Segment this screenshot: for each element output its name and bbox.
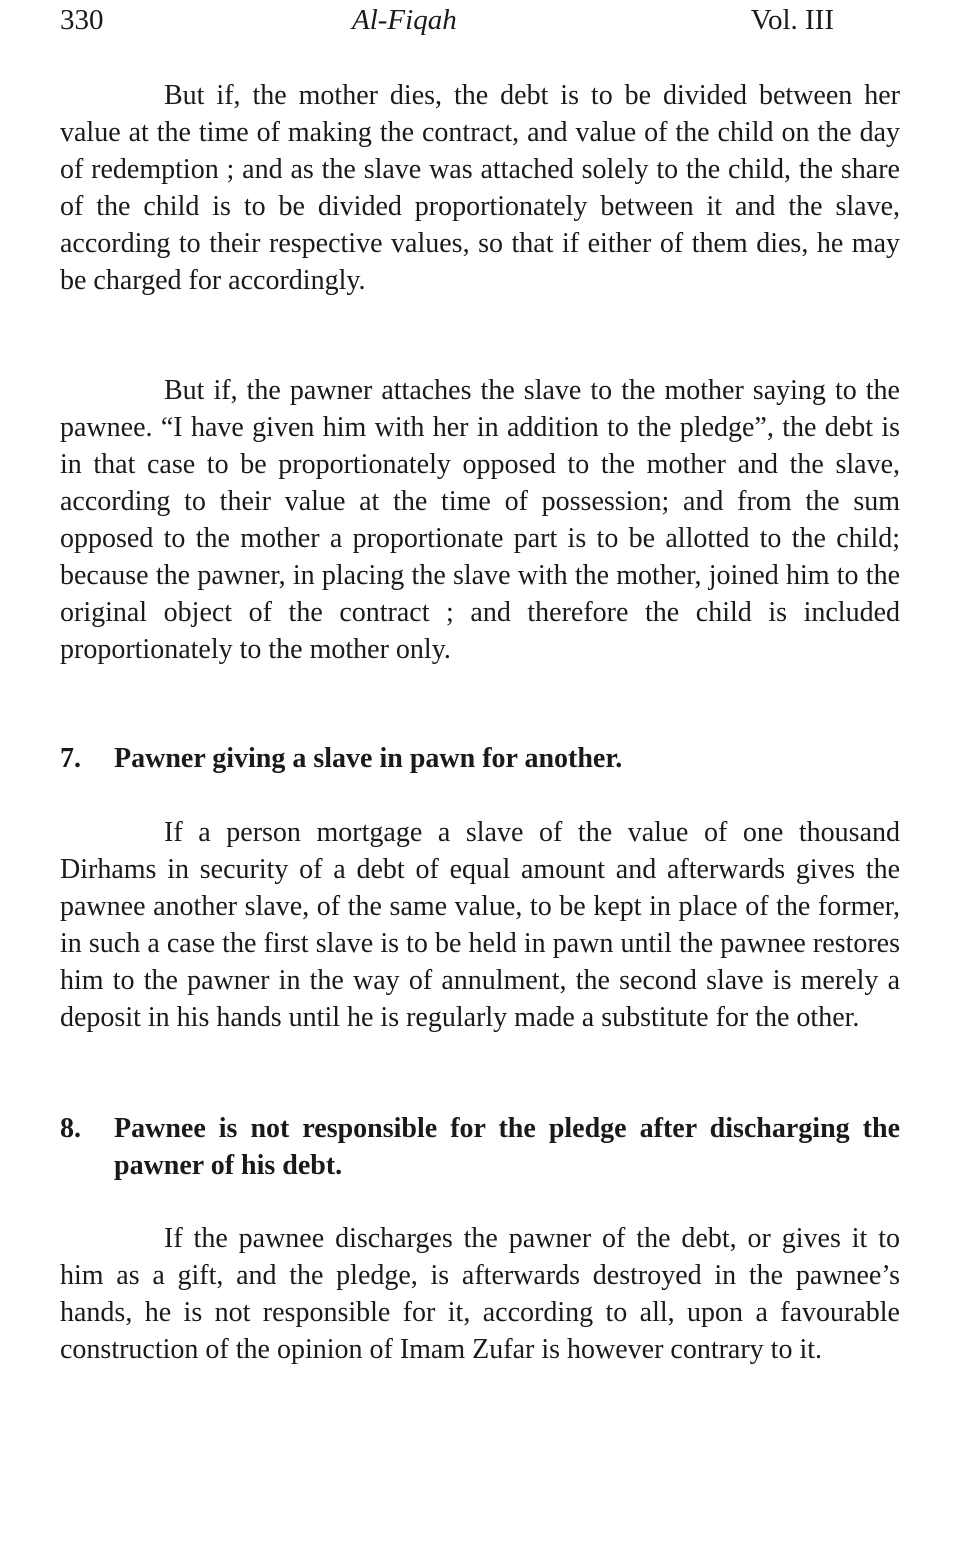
page-number: 330 bbox=[60, 4, 104, 36]
body-paragraph: If the pawnee discharges the pawner of the debt, or gives it to him as a gift, and the pledge, is afterwards destroyed in the pawnee’s hands, he is not responsible for it, according to all, upon a favourable construction of the opinion of Imam Zufar is however contrary to it. bbox=[60, 1223, 900, 1365]
volume-label: Vol. III bbox=[750, 4, 834, 36]
body-paragraph: But if, the pawner attaches the slave to the mother saying to the pawnee. “I have given him with her in addition to the pledge”, the debt is in that case to be proportionately opposed to the mother and the slave, according to their value at the time of possession; and from the sum opposed to the mother a proportionate part is to be allotted to the child; because the pawner, in placing the slave with the mother, joined him to the original object of the contract ; and therefore the child is included proportionately to the mother only. bbox=[60, 375, 900, 665]
section-heading bbox=[60, 740, 900, 777]
section-number: 8. bbox=[60, 1113, 81, 1144]
section-title: Pawner giving a slave in pawn for another. bbox=[114, 743, 623, 774]
section-number: 7. bbox=[60, 743, 81, 774]
body-paragraph: If a person mortgage a slave of the value of one thousand Dirhams in security of a debt of equal amount and afterwards gives the pawnee another slave, of the same value, to be kept in place of the former, in such a case the first slave is to be held in pawn until the pawnee restores him to the pawner in the way of annulment, the second slave is merely a deposit in his hands until he is regularly made a substitute for the other. bbox=[60, 817, 900, 1033]
section-heading bbox=[60, 1110, 900, 1184]
book-page bbox=[60, 0, 900, 1548]
book-title: Al-Fiqah bbox=[352, 4, 457, 36]
running-header bbox=[60, 0, 900, 40]
section-title: Pawnee is not responsible for the pledge after discharging the pawner of his debt. bbox=[114, 1113, 900, 1181]
body-paragraph: But if, the mother dies, the debt is to be divided between her value at the time of making the contract, and value of the child on the day of redemption ; and as the slave was attached solely to the child, the share of the child is to be divided proportionately between it and the slave, according to their respective values, so that if either of them dies, he may be charged for accordingly. bbox=[60, 80, 900, 296]
